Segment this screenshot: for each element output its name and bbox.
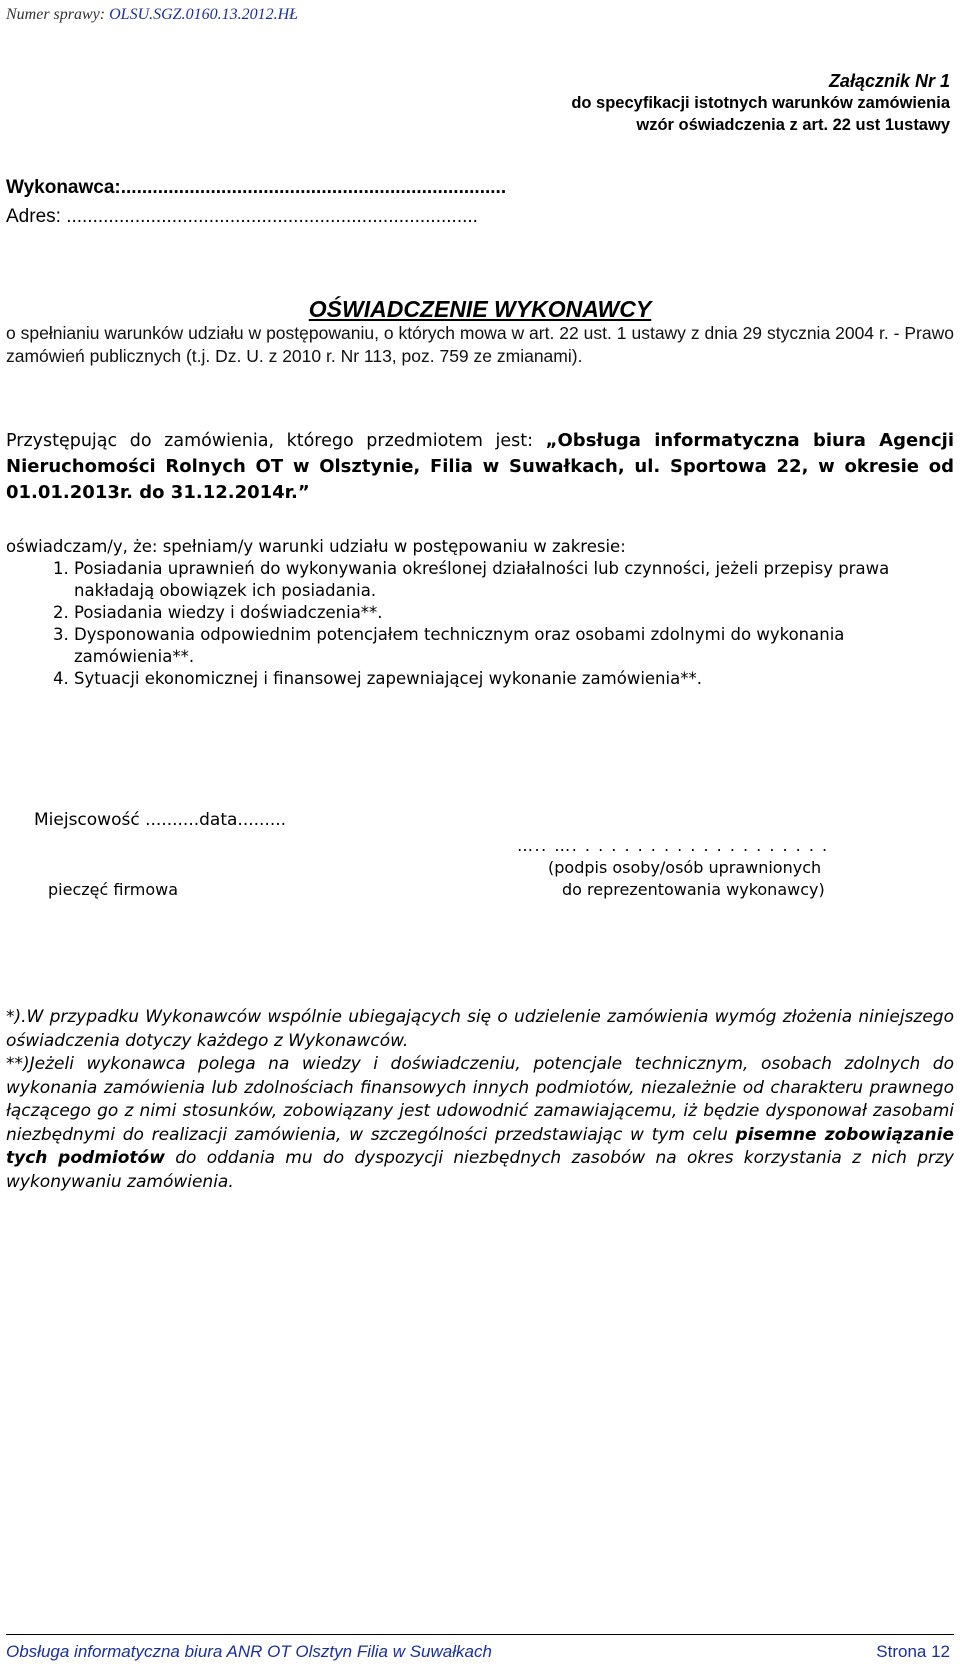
declaration-text: oświadczam/y, że: spełniam/y warunki udziału w postępowaniu w zakresie:	[6, 537, 626, 556]
footnote-2	[6, 1053, 954, 1194]
case-number-label: Numer sprawy:	[6, 6, 110, 23]
list-item-number: 2.	[53, 603, 69, 622]
list-item-text: Sytuacji ekonomicznej i finansowej zapewniającej wykonanie zamówienia**.	[74, 669, 702, 688]
annex-heading	[571, 70, 950, 136]
intro-paragraph	[6, 428, 954, 506]
footnote-2-part-b: do oddania mu do dyspozycji niezbędnych zasobów na okres korzystania z nich przy wykonywaniu zamówienia.	[6, 1148, 954, 1192]
list-item	[6, 668, 954, 690]
footnote-2-emphasis: pisemne zobowiązanie tych podmiotów	[6, 1124, 954, 1168]
address-field: Adres: ..............................................................................	[6, 206, 478, 227]
page-number: Strona 12	[876, 1642, 950, 1661]
list-item-number: 1.	[53, 559, 69, 578]
footer-office-name: Obsługa informatyczna biura ANR OT Olsztyn Filia w Suwałkach	[6, 1642, 492, 1661]
list-item-text: Posiadania uprawnień do wykonywania określonej działalności lub czynności, jeżeli przepisy prawa nakładają obowiązek ich posiadania.	[74, 559, 890, 600]
signature-dots: ….. …. . . . . . . . . . . . . . . . . . . .	[517, 836, 829, 855]
contractor-field: Wykonawca:.........................................................................	[6, 177, 507, 198]
annex-title: Załącznik Nr 1	[828, 71, 950, 91]
case-number-header	[6, 6, 298, 24]
signature-caption-line2: do reprezentowania wykonawcy)	[562, 880, 825, 899]
list-item	[6, 602, 954, 624]
document-title: OŚWIADCZENIE WYKONAWCY	[308, 296, 652, 322]
footnote-1: *).W przypadku Wykonawców wspólnie ubiegających się o udzielenie zamówienia wymóg złożenia niniejszego oświadczenia dotyczy każdego z Wykonawców.	[6, 1007, 954, 1051]
list-item-text: Dysponowania odpowiednim potencjałem technicznym oraz osobami zdolnymi do wykonania zamówienia**.	[74, 625, 845, 666]
footnotes	[6, 1006, 954, 1194]
annex-subtitle: do specyfikacji istotnych warunków zamówienia	[571, 94, 950, 112]
conditions-list	[6, 558, 954, 690]
footnote-2-part-a: **)Jeżeli wykonawca polega na wiedzy i doświadczeniu, potencjale technicznym, osobach zdolnych do wykonania zamówienia lub zdolnościach finansowych innych podmiotów, niezależnie od charakteru prawnego łączącego go z nimi stosunków, zobowiązany jest udowodnić zamawiającemu, iż będzie dysponował zasobami niezbędnymi do realizacji zamówienia, w szczególności przedstawiając w tym celu	[6, 1054, 954, 1145]
list-item-text: Posiadania wiedzy i doświadczenia**.	[74, 603, 383, 622]
signature-caption-line1: (podpis osoby/osób uprawnionych	[548, 858, 822, 877]
list-item-number: 4.	[53, 669, 69, 688]
company-stamp-caption: pieczęć firmowa	[48, 880, 179, 899]
annex-template-note: wzór oświadczenia z art. 22 ust 1ustawy	[636, 116, 950, 134]
contract-subject: „Obsługa informatyczna biura Agencji Nieruchomości Rolnych OT w Olsztynie, Filia w Suwałkach, ul. Sportowa 22, w okresie od 01.01.2013r. do 31.12.2014r.”	[6, 430, 954, 503]
document-subtitle: o spełnianiu warunków udziału w postępowaniu, o których mowa w art. 22 ust. 1 ustawy z dnia 29 stycznia 2004 r. - Prawo zamówień publicznych (t.j. Dz. U. z 2010 r. Nr 113, poz. 759 ze zmianami).	[6, 323, 954, 366]
list-item	[6, 558, 954, 602]
place-date-line: Miejscowość ..........data.........	[34, 810, 287, 830]
case-number-value: OLSU.SGZ.0160.13.2012.HŁ	[109, 6, 299, 23]
list-item	[6, 624, 954, 668]
intro-lead: Przystępując do zamówienia, którego przedmiotem jest:	[6, 431, 546, 451]
list-item-number: 3.	[53, 625, 69, 644]
footer-divider	[6, 1634, 954, 1635]
